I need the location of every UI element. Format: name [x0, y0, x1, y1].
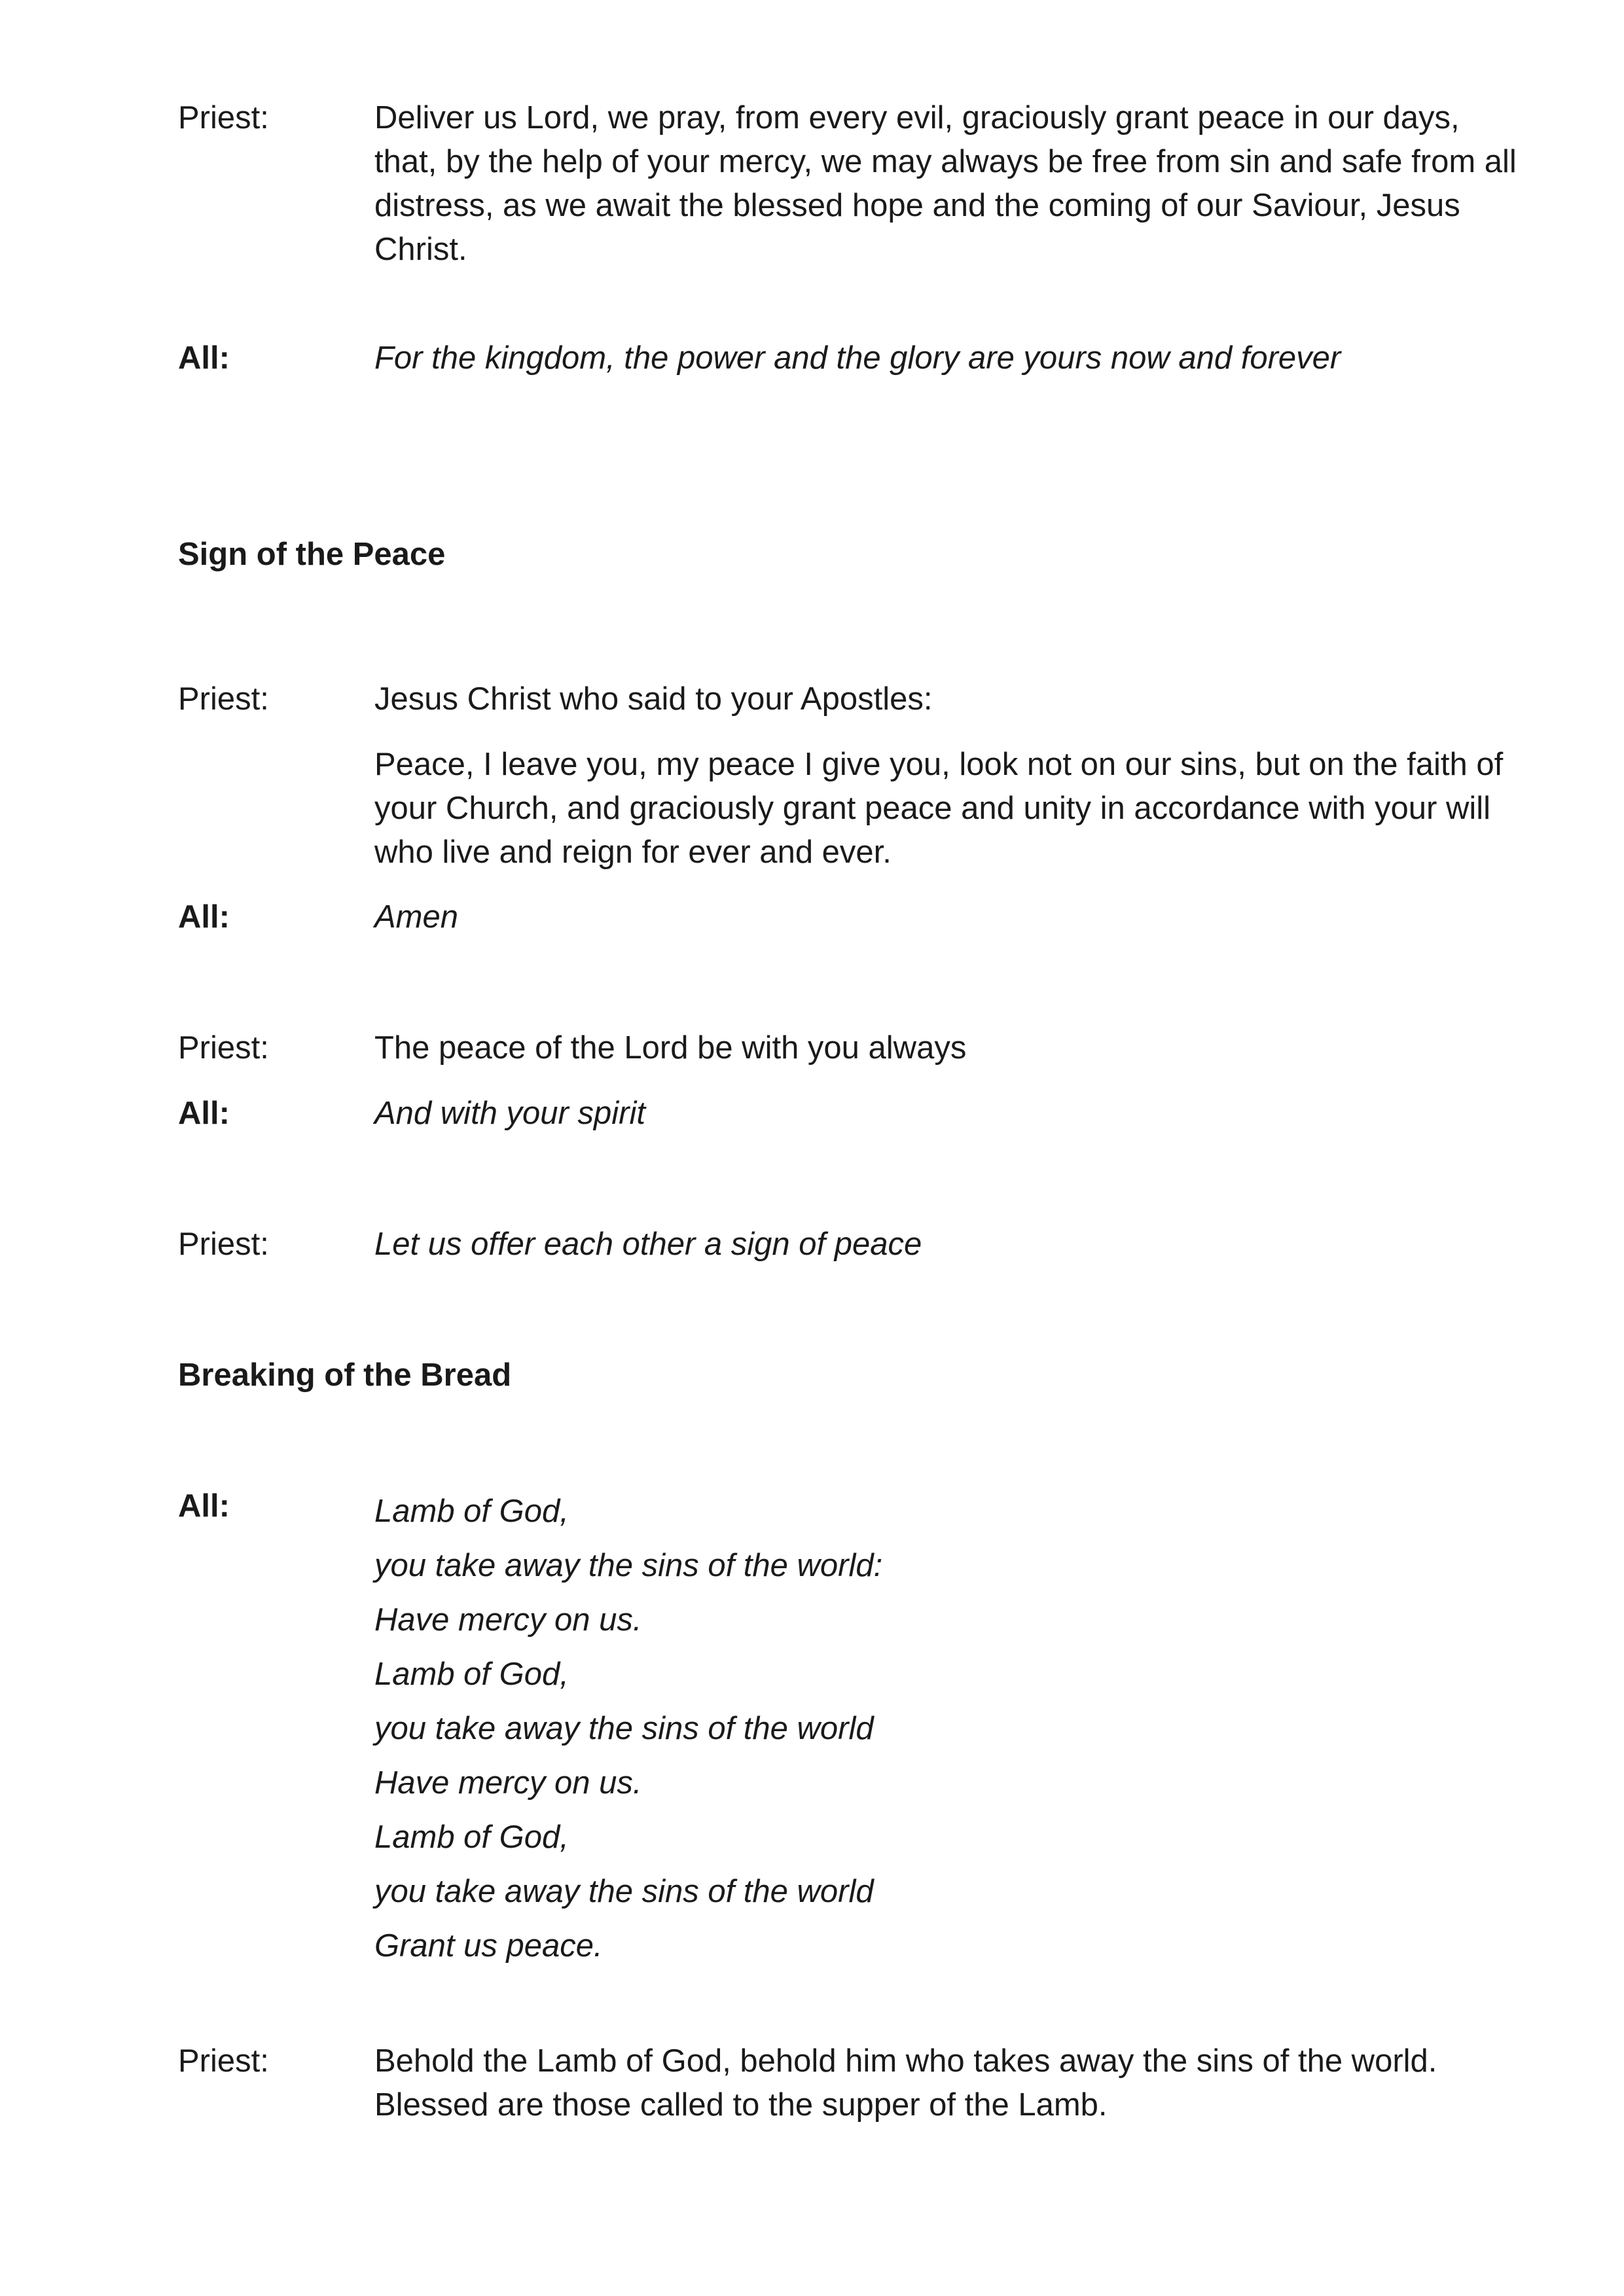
prayer-text: The peace of the Lord be with you always — [374, 1030, 967, 1066]
text-line: Deliver us Lord, we pray, from every evil, graciously grant peace in our days, — [374, 100, 1460, 135]
speaker-label: All: — [178, 899, 230, 935]
prayer-text — [374, 743, 1559, 874]
response-text — [374, 1484, 1559, 1973]
prayer-text — [374, 2039, 1559, 2127]
text-line: Peace, I leave you, my peace I give you, look not on our sins, but on the faith of — [374, 747, 1504, 782]
text-line: Christ. — [374, 232, 467, 267]
speaker-label: Priest: — [178, 681, 269, 717]
text-line: distress, as we await the blessed hope and the coming of our Saviour, Jesus — [374, 188, 1460, 223]
text-line: Have mercy on us. — [374, 1602, 642, 1638]
response-text: For the kingdom, the power and the glory are yours now and forever — [374, 340, 1341, 376]
text-line: Have mercy on us. — [374, 1765, 642, 1801]
text-line: your Church, and graciously grant peace and unity in accordance with your will — [374, 791, 1491, 826]
prayer-text: Let us offer each other a sign of peace — [374, 1227, 922, 1262]
text-line: Behold the Lamb of God, behold him who takes away the sins of the world. — [374, 2043, 1437, 2079]
speaker-label: All: — [178, 1488, 230, 1524]
text-line: who live and reign for ever and ever. — [374, 834, 892, 870]
speaker-label: Priest: — [178, 100, 269, 135]
response-text: Amen — [374, 899, 459, 935]
section-heading-breaking-of-bread: Breaking of the Bread — [178, 1357, 512, 1393]
text-line: you take away the sins of the world — [374, 1711, 874, 1746]
speaker-label: Priest: — [178, 1227, 269, 1262]
speaker-label: Priest: — [178, 1030, 269, 1066]
prayer-text: Jesus Christ who said to your Apostles: — [374, 681, 933, 717]
text-line: Lamb of God, — [374, 1657, 569, 1692]
speaker-label: Priest: — [178, 2043, 269, 2079]
text-line: Lamb of God, — [374, 1494, 569, 1529]
prayer-text — [374, 96, 1559, 272]
text-line: you take away the sins of the world — [374, 1874, 874, 1909]
text-line: Grant us peace. — [374, 1928, 603, 1964]
response-text: And with your spirit — [374, 1096, 645, 1131]
text-line: that, by the help of your mercy, we may always be free from sin and safe from all — [374, 144, 1517, 179]
speaker-label: All: — [178, 1096, 230, 1131]
text-line: you take away the sins of the world: — [374, 1548, 883, 1583]
text-line: Lamb of God, — [374, 1820, 569, 1855]
speaker-label: All: — [178, 340, 230, 376]
text-line: Blessed are those called to the supper of the Lamb. — [374, 2087, 1108, 2123]
section-heading-sign-of-peace: Sign of the Peace — [178, 537, 446, 572]
